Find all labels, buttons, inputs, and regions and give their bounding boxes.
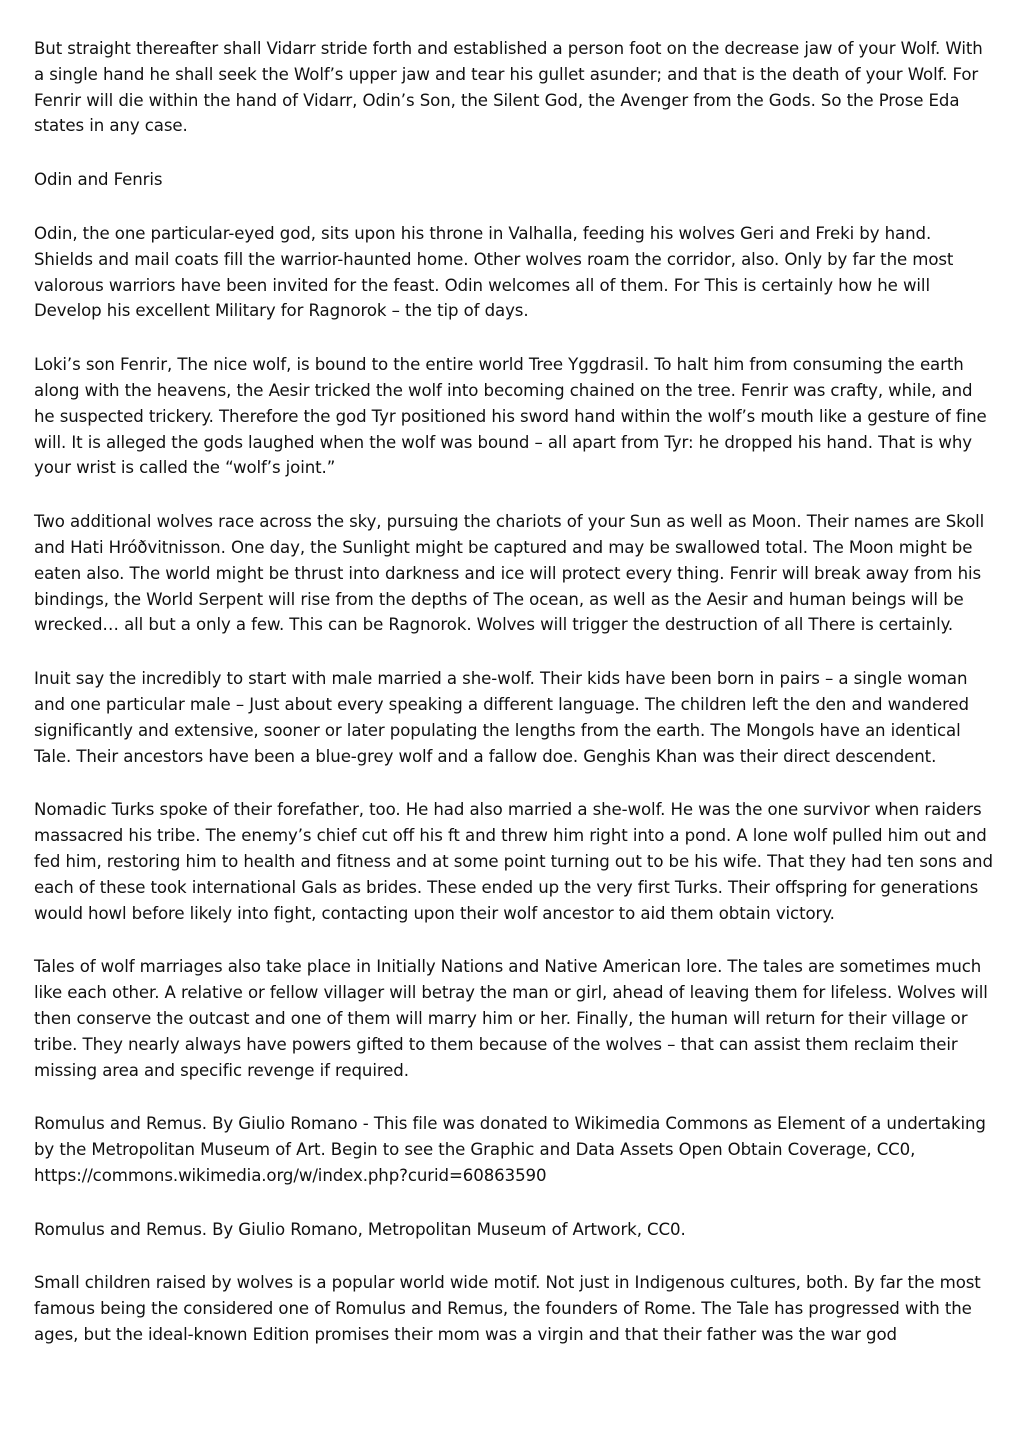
paragraph-odin-valhalla: Odin, the one particular-eyed god, sits upon his throne in Valhalla, feeding his wolves Geri and Freki by hand. Shields and mail coats fill the warrior-haunted home. Other wolves roam the corridor, also. Only by far the most valorous warriors have been invited for the feast. Odin welcomes all of them. For This is certainly how he will Develop his excellent Military for Ragnorok – the tip of days.: [34, 223, 954, 321]
paragraph-wolf-marriages: Tales of wolf marriages also take place in Initially Nations and Native American lore. The tales are sometimes much like each other. A relative or fellow villager will betray the man or girl, ahead of leaving them for lifeless. Wolves will then conserve the outcast and one of them will marry him or her. Finally, the human will return for their village or tribe. They nearly always have powers gifted to them because of the wolves – that can assist them reclaim their missing area and specific revenge if required.: [34, 957, 988, 1080]
paragraph-nomadic-turks: Nomadic Turks spoke of their forefather, too. He had also married a she-wolf. He was the one survivor when raiders massacred his tribe. The enemy’s chief cut off his ft and threw him right into a pond. A lone wolf pulled him out and fed him, restoring him to health and fitness and at some point turning out to be his wife. That they had ten sons and each of these took international Gals as brides. These ended up the very first Turks. Their offspring for generations would howl before likely into fight, contacting upon their wolf ancestor to aid them obtain victory.: [34, 800, 993, 923]
paragraph-fenrir-bound: Loki’s son Fenrir, The nice wolf, is bound to the entire world Tree Yggdrasil. To halt him from consuming the earth along with the heavens, the Aesir tricked the wolf into becoming chained on the tree. Fenrir was crafty, while, and he suspected trickery. Therefore the god Tyr positioned his sword hand within the wolf’s mouth like a gesture of fine will. It is alleged the gods laughed when the wolf was bound – all apart from Tyr: he dropped his hand. That is why your wrist is called the “wolf’s joint.”: [34, 355, 987, 478]
paragraph-inuit-and-mongols: Inuit say the incredibly to start with male married a she-wolf. Their kids have been born in pairs – a single woman and one particular male – Just about every speaking a different language. The children left the den and wandered significantly and extensive, sooner or later populating the lengths from the earth. The Mongols have an identical Tale. Their ancestors have been a blue-grey wolf and a fallow doe. Genghis Khan was their direct descendent.: [34, 669, 969, 766]
image-caption: Romulus and Remus. By Giulio Romano, Metropolitan Museum of Artwork, CC0.: [34, 1219, 686, 1239]
section-heading-odin-and-fenris: Odin and Fenris: [34, 170, 163, 190]
paragraph-vidarr: But straight thereafter shall Vidarr stride forth and established a person foot on the decrease jaw of your Wolf. With a single hand he shall seek the Wolf’s upper jaw and tear his gullet asunder; and that is the death of your Wolf. For Fenrir will die within the hand of Vidarr, Odin’s Son, the Silent God, the Avenger from the Gods. So the Prose Eda states in any case.: [34, 39, 983, 136]
image-credit-long: Romulus and Remus. By Giulio Romano - This file was donated to Wikimedia Commons as Element of a undertaking by the Metropolitan Museum of Art. Begin to see the Graphic and Data Assets Open Obtain Coverage, CC0, https://commons.wikimedia.org/w/index.php?curid=60863590: [34, 1114, 986, 1185]
document-body: [34, 36, 994, 1376]
paragraph-skoll-and-hati: Two additional wolves race across the sky, pursuing the chariots of your Sun as well as Moon. Their names are Skoll and Hati Hróðvitnisson. One day, the Sunlight might be captured and may be swallowed total. The Moon might be eaten also. The world might be thrust into darkness and ice will protect every thing. Fenrir will break away from his bindings, the World Serpent will rise from the depths of The ocean, as well as the Aesir and human beings will be wrecked… all but a only a few. This can be Ragnorok. Wolves will trigger the destruction of all There is certainly.: [34, 512, 985, 635]
paragraph-romulus-and-remus: Small children raised by wolves is a popular world wide motif. Not just in Indigenous cultures, both. By far the most famous being the considered one of Romulus and Remus, the founders of Rome. The Tale has progressed with the ages, but the ideal-known Edition promises their mom was a virgin and that their father was the war god: [34, 1273, 981, 1345]
